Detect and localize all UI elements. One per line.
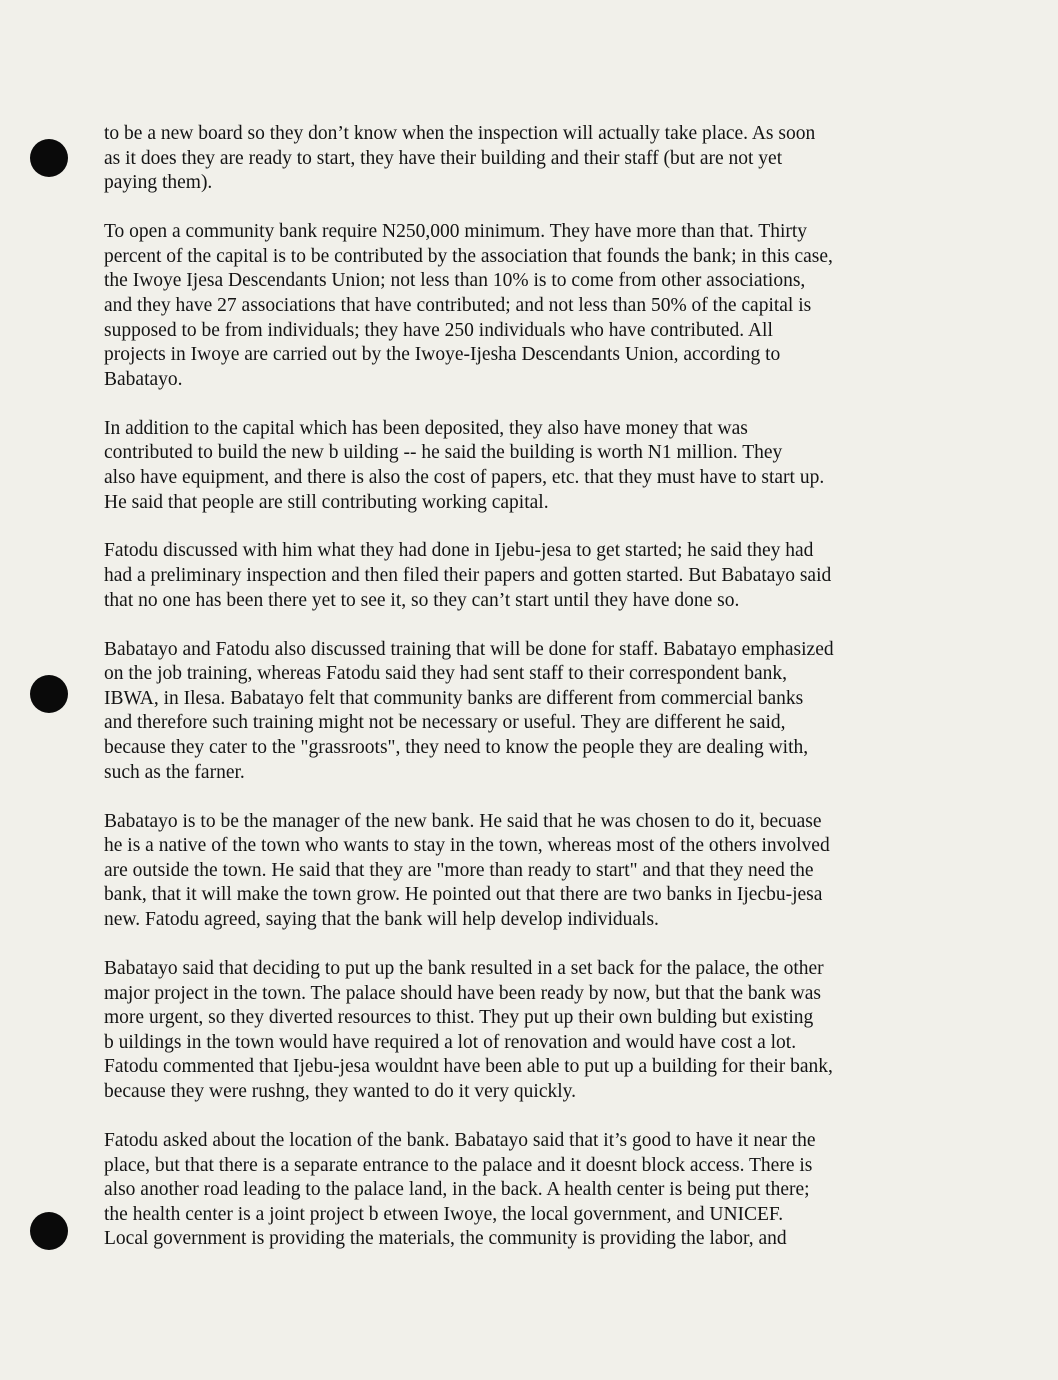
paragraph-inspection: to be a new board so they don’t know when the inspection will actually take place. As soon as it does they are ready to start, they have their building and their staff (but are not yet paying them). <box>104 123 816 194</box>
punch-hole-middle <box>30 675 68 713</box>
paragraph-building-funds: In addition to the capital which has been deposited, they also have money that was contributed to build the new b uilding -- he said the building is worth N1 million. They also have equipment, and there is also the cost of papers, etc. that they must have to start up. He said that people are still contributing working capital. <box>104 417 825 513</box>
paragraph-capital-requirements: To open a community bank require N250,000 minimum. They have more than that. Thirty percent of the capital is to be contributed by the association that founds the bank; in this case, the Iwoye Ijesa Descendants Union; not less than 10% is to come from other associations, and they have 27 associations that have contributed; and not less than 50% of the capital is supposed to be from individuals; they have 250 individuals who have contributed. All projects in Iwoye are carried out by the Iwoye-Ijesha Descendants Union, according to Babatayo. <box>104 221 833 390</box>
paragraph-ijebu-jesa-comparison: Fatodu discussed with him what they had done in Ijebu-jesa to get started; he said they had had a preliminary inspection and then filed their papers and gotten started. But Babatayo said that no one has been there yet to see it, so they can’t start until they have done so. <box>104 540 832 611</box>
paragraph-bank-location: Fatodu asked about the location of the bank. Babatayo said that it’s good to have it near the place, but that there is a separate entrance to the palace and it doesnt block access. There is also another road leading to the palace land, in the back. A health center is being put there; the health center is a joint project b etween Iwoye, the local government, and UNICEF. Local government is providing the materials, the community is providing the labor, and <box>104 1129 816 1250</box>
paragraph-palace-setback: Babatayo said that deciding to put up the bank resulted in a set back for the palace, the other major project in the town. The palace should have been ready by now, but that the bank was more urgent, so they diverted resources to thist. They put up their own bulding but existing b uildings in the town would have required a lot of renovation and would have cost a lot. Fatodu commented that Ijebu-jesa wouldnt have been able to put up a building for their bank, because they were rushng, they wanted to do it very quickly. <box>104 957 833 1102</box>
document-body <box>104 122 934 1276</box>
punch-hole-top <box>30 139 68 177</box>
paragraph-staff-training: Babatayo and Fatodu also discussed training that will be done for staff. Babatayo emphasized on the job training, whereas Fatodu said they had sent staff to their correspondent bank, IBWA, in Ilesa. Babatayo felt that community banks are different from commercial banks and therefore such training might not be necessary or useful. They are different he said, because they cater to the "grassroots", they need to know the people they are dealing with, such as the farner. <box>104 638 834 783</box>
punch-hole-bottom <box>30 1212 68 1250</box>
paragraph-manager: Babatayo is to be the manager of the new bank. He said that he was chosen to do it, becuase he is a native of the town who wants to stay in the town, whereas most of the others involved are outside the town. He said that they are "more than ready to start" and that they need the bank, that it will make the town grow. He pointed out that there are two banks in Ijecbu-jesa new. Fatodu agreed, saying that the bank will help develop individuals. <box>104 810 830 930</box>
